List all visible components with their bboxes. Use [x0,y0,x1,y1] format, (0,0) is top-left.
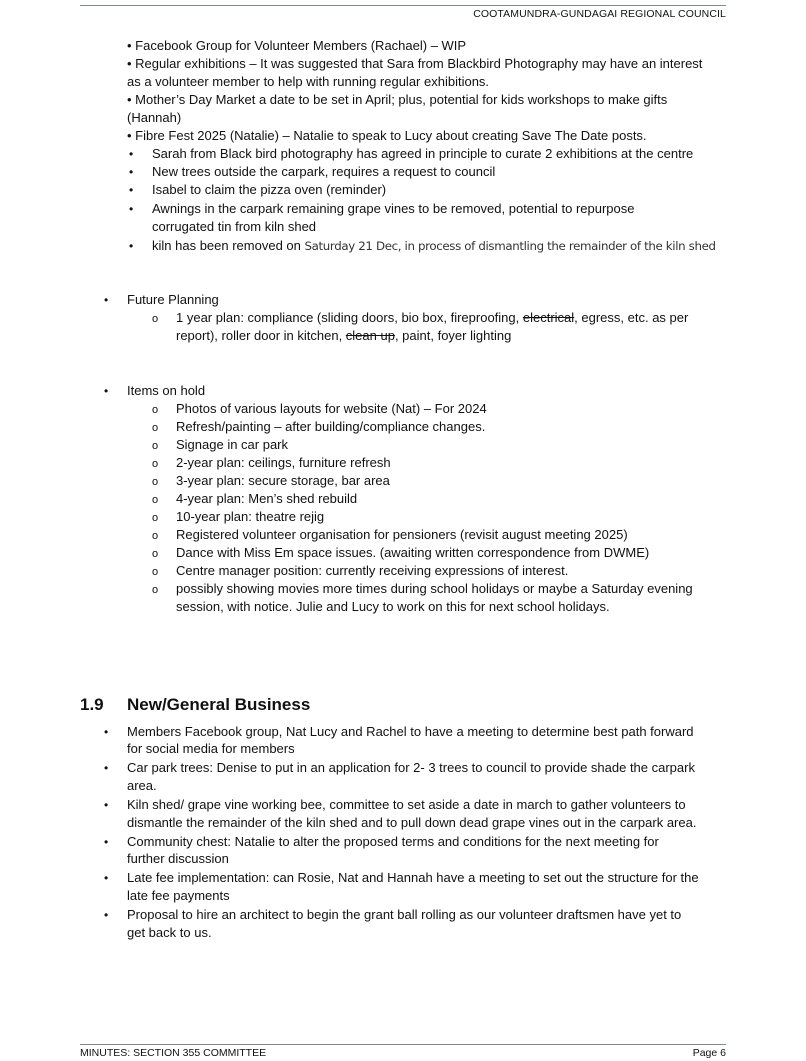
circle-bullet-icon: o [152,566,159,578]
list-item: Kiln shed/ grape vine working bee, committee to set aside a date in march to gather volunteers to [127,797,686,812]
bullet-icon: • [104,835,109,849]
bullet-icon: • [129,147,134,161]
list-item-continuation [176,327,511,345]
list-item: Sarah from Black bird photography has agreed in principle to curate 2 exhibitions at the centre [152,146,694,161]
list-item-text: , paint, foyer lighting [394,328,512,343]
list-item: Members Facebook group, Nat Lucy and Rachel to have a meeting to determine best path forward [127,724,694,739]
circle-bullet-icon: o [152,313,159,325]
bullet-icon: • [104,908,109,922]
list-item: Signage in car park [176,437,289,452]
list-item: Photos of various layouts for website (Nat) – For 2024 [176,401,487,416]
circle-bullet-icon: o [152,458,159,470]
list-item: Proposal to hire an architect to begin the grant ball rolling as our volunteer draftsmen have yet to [127,907,682,922]
bullet-icon: • [129,202,134,216]
list-item: Car park trees: Denise to put in an application for 2- 3 trees to council to provide shade the carpark [127,760,695,775]
circle-bullet-icon: o [152,422,159,434]
bullet-icon: • [129,239,134,253]
bullet-icon: • [104,293,109,307]
footer-page-number: Page 6 [692,1047,726,1059]
list-item: Awnings in the carpark remaining grape vines to be removed, potential to repurpose [152,201,635,216]
list-item [176,309,688,327]
list-item: Registered volunteer organisation for pensioners (revisit august meeting 2025) [176,527,628,542]
bullet-icon: • [104,384,109,398]
list-item: 4-year plan: Men’s shed rebuild [176,491,358,506]
text-line: • Mother’s Day Market a date to be set in April; plus, potential for kids workshops to make gifts [127,92,668,107]
list-item-continuation: get back to us. [127,925,212,940]
bullet-icon: • [104,725,109,739]
circle-bullet-icon: o [152,512,159,524]
list-item: Community chest: Natalie to alter the proposed terms and conditions for the next meeting for [127,834,659,849]
struck-text: clean up [345,328,395,343]
bullet-icon: • [104,798,109,812]
circle-bullet-icon: o [152,584,159,596]
future-planning-heading: Future Planning [127,292,219,307]
list-item-continuation: area. [127,778,157,793]
list-item: 10-year plan: theatre rejig [176,509,325,524]
list-item: New trees outside the carpark, requires a request to council [152,164,496,179]
bullet-icon: • [104,871,109,885]
list-item-text: kiln has been removed on [152,238,305,253]
list-item: 2-year plan: ceilings, furniture refresh [176,455,391,470]
list-item-continuation: corrugated tin from kiln shed [152,219,317,234]
bullet-icon: • [104,761,109,775]
list-item: Refresh/painting – after building/compliance changes. [176,419,486,434]
text-line: as a volunteer member to help with running regular exhibitions. [127,74,490,89]
list-item: 3-year plan: secure storage, bar area [176,473,390,488]
circle-bullet-icon: o [152,530,159,542]
circle-bullet-icon: o [152,494,159,506]
list-item-continuation: late fee payments [127,888,230,903]
list-item: Centre manager position: currently receiving expressions of interest. [176,563,569,578]
footer-document-title: MINUTES: SECTION 355 COMMITTEE [80,1047,267,1059]
circle-bullet-icon: o [152,440,159,452]
list-item-continuation: for social media for members [127,741,295,756]
items-on-hold-heading: Items on hold [127,383,206,398]
list-item-date-text: Saturday 21 Dec, in process of dismantling the remainder of the kiln shed [304,239,716,253]
list-item-text: 1 year plan: compliance (sliding doors, bio box, fireproofing, [176,310,523,325]
list-item: Isabel to claim the pizza oven (reminder) [152,182,387,197]
list-item [152,237,716,255]
text-line: (Hannah) [127,110,182,125]
list-item-continuation: session, with notice. Julie and Lucy to work on this for next school holidays. [176,599,610,614]
header-organisation: COOTAMUNDRA-GUNDAGAI REGIONAL COUNCIL [473,8,726,20]
circle-bullet-icon: o [152,548,159,560]
circle-bullet-icon: o [152,404,159,416]
bullet-icon: • [129,183,134,197]
list-item-text: report), roller door in kitchen, [176,328,346,343]
text-line: • Facebook Group for Volunteer Members (Rachael) – WIP [127,38,467,53]
text-line: • Fibre Fest 2025 (Natalie) – Natalie to speak to Lucy about creating Save The Date posts. [127,128,647,143]
struck-text: electrical [522,310,575,325]
bullet-icon: • [129,165,134,179]
header-rule [80,5,726,6]
footer-rule [80,1044,726,1045]
list-item-continuation: further discussion [127,851,229,866]
list-item: possibly showing movies more times during school holidays or maybe a Saturday evening [176,581,693,596]
section-title: New/General Business [127,695,311,714]
list-item: Late fee implementation: can Rosie, Nat and Hannah have a meeting to set out the structure for the [127,870,699,885]
text-line: • Regular exhibitions – It was suggested that Sara from Blackbird Photography may have an interest [127,56,703,71]
section-number: 1.9 [80,695,104,714]
list-item-continuation: dismantle the remainder of the kiln shed and to pull down dead grape vines out in the carpark area. [127,815,697,830]
list-item: Dance with Miss Em space issues. (awaiting written correspondence from DWME) [176,545,650,560]
circle-bullet-icon: o [152,476,159,488]
list-item-text: , egress, etc. as per [574,310,689,325]
